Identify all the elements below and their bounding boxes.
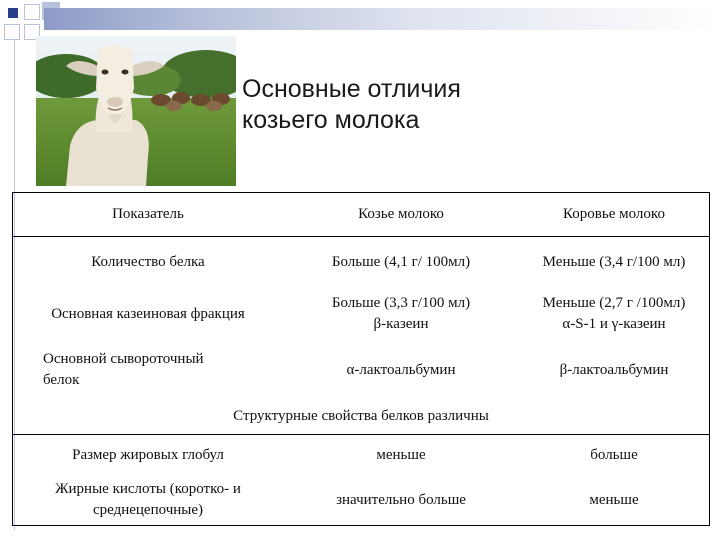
row-goat-value: Больше (4,1 г/ 100мл): [331, 253, 471, 270]
slide-title: [242, 74, 602, 136]
title-line: Основные отличия: [242, 75, 461, 103]
row-cow-value: [519, 287, 709, 341]
title-line: козьего молока: [242, 106, 420, 134]
row-cow-value: больше: [590, 446, 638, 463]
goat-value-line: Больше (3,3 г/100 мл): [331, 295, 471, 311]
table-header-row: [13, 193, 709, 237]
header-cow-milk: Коровье молоко: [563, 206, 665, 222]
row-indicator: [13, 475, 283, 525]
table-row: [13, 435, 709, 475]
row-cow-value: β-лактоальбумин: [559, 361, 669, 378]
row-goat-value: α-лактоальбумин: [346, 361, 456, 378]
indicator-line: Жирные кислоты (коротко- и: [55, 481, 241, 497]
table-row: [13, 475, 709, 525]
header-bar: [44, 8, 714, 30]
row-cow-value: меньше: [589, 491, 639, 508]
goat-value-line: β-казеин: [373, 316, 429, 332]
header-goat-milk: Козье молоко: [358, 206, 444, 222]
row-indicator: [13, 341, 283, 399]
table-row: [13, 237, 709, 287]
indicator-line: Основной сывороточный: [43, 351, 204, 367]
row-cow-value: Меньше (3,4 г/100 мл): [542, 253, 686, 270]
cow-value-line: Меньше (2,7 г /100мл): [542, 295, 686, 311]
section-label: Структурные свойства белков различны: [233, 408, 489, 424]
section-row: [13, 399, 709, 435]
row-goat-value: значительно больше: [336, 491, 466, 508]
cow-value-line: α-S-1 и γ-казеин: [562, 316, 666, 332]
decor-square: [24, 4, 40, 20]
indicator-line: среднецепочные): [92, 502, 204, 518]
table-row: [13, 341, 709, 399]
decor-square: [4, 24, 20, 40]
row-goat-value: [283, 287, 519, 341]
row-indicator: Основная казеиновая фракция: [51, 305, 245, 322]
row-indicator: Количество белка: [91, 253, 205, 270]
goat-photo: [36, 36, 236, 186]
indicator-line: белок: [43, 372, 80, 388]
decor-square: [8, 8, 18, 18]
comparison-table: [12, 192, 710, 526]
row-indicator: Размер жировых глобул: [72, 446, 224, 463]
header-indicator: Показатель: [112, 206, 184, 222]
row-goat-value: меньше: [376, 446, 426, 463]
table-row: [13, 287, 709, 341]
